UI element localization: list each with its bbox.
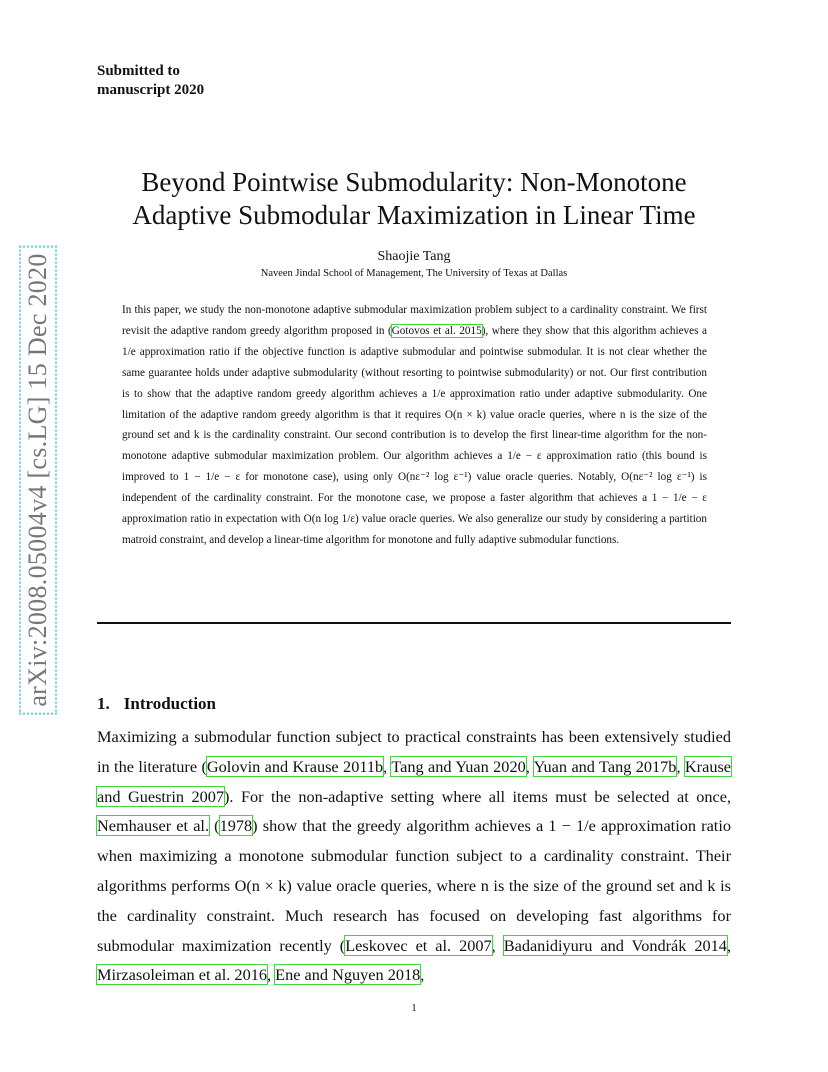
body-text: ). For the non-adaptive setting where all items must be selected at once, bbox=[224, 786, 731, 806]
body-text: , bbox=[726, 935, 732, 955]
body-text: Maximizing a submodular function subject to practical constraints has been extensively studied in the literature ( bbox=[97, 727, 731, 776]
body-text: ( bbox=[209, 816, 220, 836]
citation-link[interactable]: Gotovos et al. 2015 bbox=[391, 324, 482, 337]
citation-link[interactable]: Yuan and Tang 2017b bbox=[533, 756, 677, 776]
page-number: 1 bbox=[411, 1002, 417, 1014]
abstract-text: ), where they show that this algorithm achieves a 1/e approximation ratio if the objective function is adaptive submodular and pointwise submodular. It is not clear whether the same guarantee holds under adaptive submodularity (without resorting to pointwise submodularity) or not. Our first contribution is to show that the adaptive random greedy algorithm achieves a 1/e approximation ratio under adaptive submodularity. One limitation of the adaptive random greedy algorithm is that it requires O(n × k) value oracle queries, where n is the size of the ground set and k is the cardinality constraint. Our second contribution is to develop the first linear-time algorithm for the non-monotone adaptive submodular maximization problem. Our algorithm achieves a 1/e − ε approximation ratio (this bound is improved to 1 − 1/e − ε for monotone case), using only O(nε⁻² log ε⁻¹) value oracle queries. Notably, O(nε⁻² log ε⁻¹) is independent of the cardinality constraint. For the monotone case, we propose a faster algorithm that achieves a 1 − 1/e − ε approximation ratio in expectation with O(n log 1/ε) value oracle queries. We also generalize our study by considering a partition matroid constraint, and develop a linear-time algorithm for monotone and fully adaptive submodular functions. bbox=[122, 324, 707, 546]
citation-link[interactable]: Badanidiyuru and Vondrák 2014 bbox=[503, 935, 727, 955]
body-text: ) show that the greedy algorithm achieves a 1 − 1/e approximation ratio when maximizing a monotone submodular function subject to a cardinality constraint. Their algorithms performs O(n × k) value oracle queries, where n is the size of the ground set and k is the cardinality constraint. Much research has focused on developing fast algorithms for submodular maximization recently ( bbox=[97, 816, 731, 955]
citation-link[interactable]: Leskovec et al. 2007 bbox=[345, 935, 492, 955]
body-text: , bbox=[676, 756, 685, 776]
submitted-line-2: manuscript 2020 bbox=[97, 82, 205, 98]
citation-link[interactable]: Nemhauser et al. bbox=[97, 816, 210, 836]
paper-title bbox=[97, 166, 731, 232]
section-heading bbox=[97, 694, 216, 714]
title-line-2: Adaptive Submodular Maximization in Linear Time bbox=[132, 200, 696, 230]
citation-link[interactable]: Ene and Nguyen 2018 bbox=[275, 965, 421, 985]
body-text: , bbox=[420, 965, 425, 985]
author-name: Shaojie Tang bbox=[377, 249, 451, 264]
citation-link[interactable]: Tang and Yuan 2020 bbox=[391, 756, 526, 776]
abstract-text: In this paper, we study the non-monotone adaptive submodular maximization problem subject to a cardinality constraint. We first revisit the adaptive random greedy algorithm proposed in ( bbox=[122, 304, 707, 337]
submitted-line-1: Submitted to bbox=[97, 63, 180, 79]
body-text: , bbox=[525, 756, 534, 776]
citation-link[interactable]: 1978 bbox=[219, 816, 253, 836]
author-affiliation: Naveen Jindal School of Management, The University of Texas at Dallas bbox=[260, 268, 568, 279]
section-number: 1. bbox=[97, 694, 110, 713]
abstract bbox=[122, 300, 707, 551]
body-text: , bbox=[383, 756, 392, 776]
section-title: Introduction bbox=[123, 694, 217, 713]
body-text: , bbox=[491, 935, 504, 955]
submission-note bbox=[97, 62, 204, 100]
citation-link[interactable]: Krause and Guestrin 2007 bbox=[97, 756, 732, 806]
intro-paragraph bbox=[97, 722, 731, 990]
abstract-divider bbox=[97, 622, 731, 624]
title-line-1: Beyond Pointwise Submodularity: Non-Monotone bbox=[141, 167, 687, 197]
citation-link[interactable]: Golovin and Krause 2011b bbox=[206, 756, 384, 776]
arxiv-identifier-link[interactable]: arXiv:2008.05004v4 [cs.LG] 15 Dec 2020 bbox=[19, 245, 57, 714]
body-text: , bbox=[267, 965, 276, 985]
citation-link[interactable]: Mirzasoleiman et al. 2016 bbox=[97, 965, 267, 985]
